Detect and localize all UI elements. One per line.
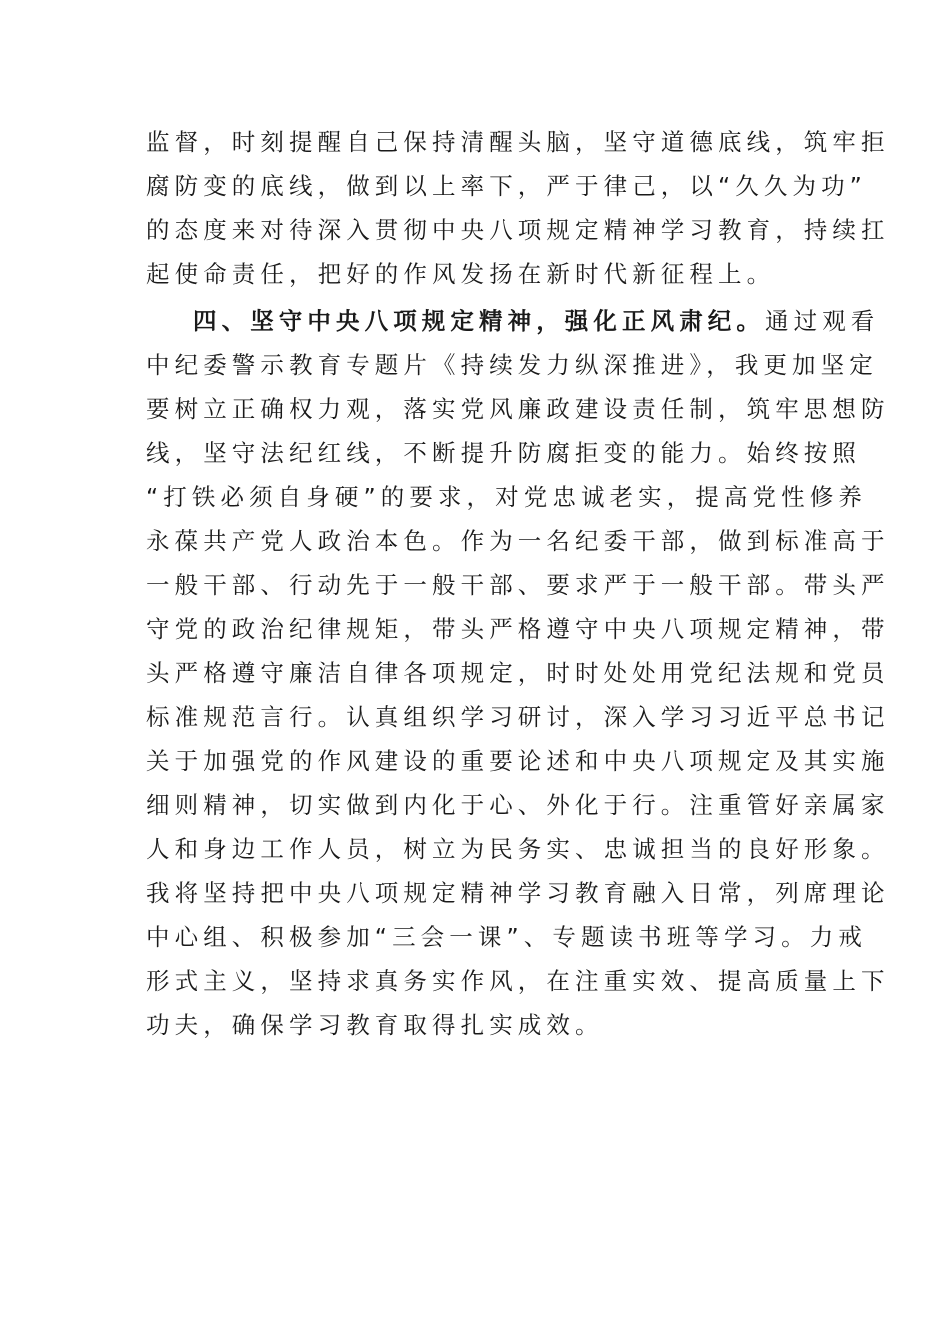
paragraph-1-line-1: 监督，时刻提醒自己保持清醒头脑，坚守道德底线，筑牢拒 — [146, 128, 890, 156]
paragraph-2-line-7: 一般干部、行动先于一般干部、要求严于一般干部。带头严 — [146, 571, 890, 599]
section-heading: 四、坚守中央八项规定精神，强化正风肃纪。 — [193, 307, 765, 335]
paragraph-2-line-2: 中纪委警示教育专题片《持续发力纵深推进》，我更加坚定 — [146, 351, 878, 379]
paragraph-2-line-5: “打铁必须自身硬”的要求，对党忠诚老实，提高党性修养 — [146, 483, 867, 511]
paragraph-2-line-4: 线，坚守法纪红线，不断提升防腐拒变的能力。始终按照 — [146, 439, 861, 467]
paragraph-1-line-3: 的态度来对待深入贯彻中央八项规定精神学习教育，持续扛 — [146, 216, 890, 244]
paragraph-1-line-4: 起使命责任，把好的作风发扬在新时代新征程上。 — [146, 260, 776, 288]
paragraph-2-line-6: 永葆共产党人政治本色。作为一名纪委干部，做到标准高于 — [146, 527, 890, 555]
paragraph-2-line-9: 头严格遵守廉洁自律各项规定，时时处处用党纪法规和党员 — [146, 659, 890, 687]
paragraph-1-line-2: 腐防变的底线，做到以上率下，严于律己，以“久久为功” — [146, 172, 867, 200]
paragraph-2-line-11: 关于加强党的作风建设的重要论述和中央八项规定及其实施 — [146, 747, 890, 775]
paragraph-2-line-12: 细则精神，切实做到内化于心、外化于行。注重管好亲属家 — [146, 791, 890, 819]
paragraph-2-line-13: 人和身边工作人员，树立为民务实、忠诚担当的良好形象。 — [146, 835, 890, 863]
paragraph-2-line-10: 标准规范言行。认真组织学习研讨，深入学习习近平总书记 — [146, 703, 890, 731]
paragraph-2-line-8: 守党的政治纪律规矩，带头严格遵守中央八项规定精神，带 — [146, 615, 890, 643]
paragraph-2-line-1-rest: 通过观看 — [765, 307, 880, 335]
paragraph-2-line-14: 我将坚持把中央八项规定精神学习教育融入日常，列席理论 — [146, 879, 890, 907]
paragraph-2-line-15: 中心组、积极参加“三会一课”、专题读书班等学习。力戒 — [146, 923, 867, 951]
paragraph-2-line-16: 形式主义，坚持求真务实作风，在注重实效、提高质量上下 — [146, 967, 890, 995]
paragraph-2-line-17: 功夫，确保学习教育取得扎实成效。 — [146, 1011, 604, 1039]
paragraph-2-line-1 — [193, 301, 880, 341]
paragraph-2-line-3: 要树立正确权力观，落实党风廉政建设责任制，筑牢思想防 — [146, 395, 890, 423]
